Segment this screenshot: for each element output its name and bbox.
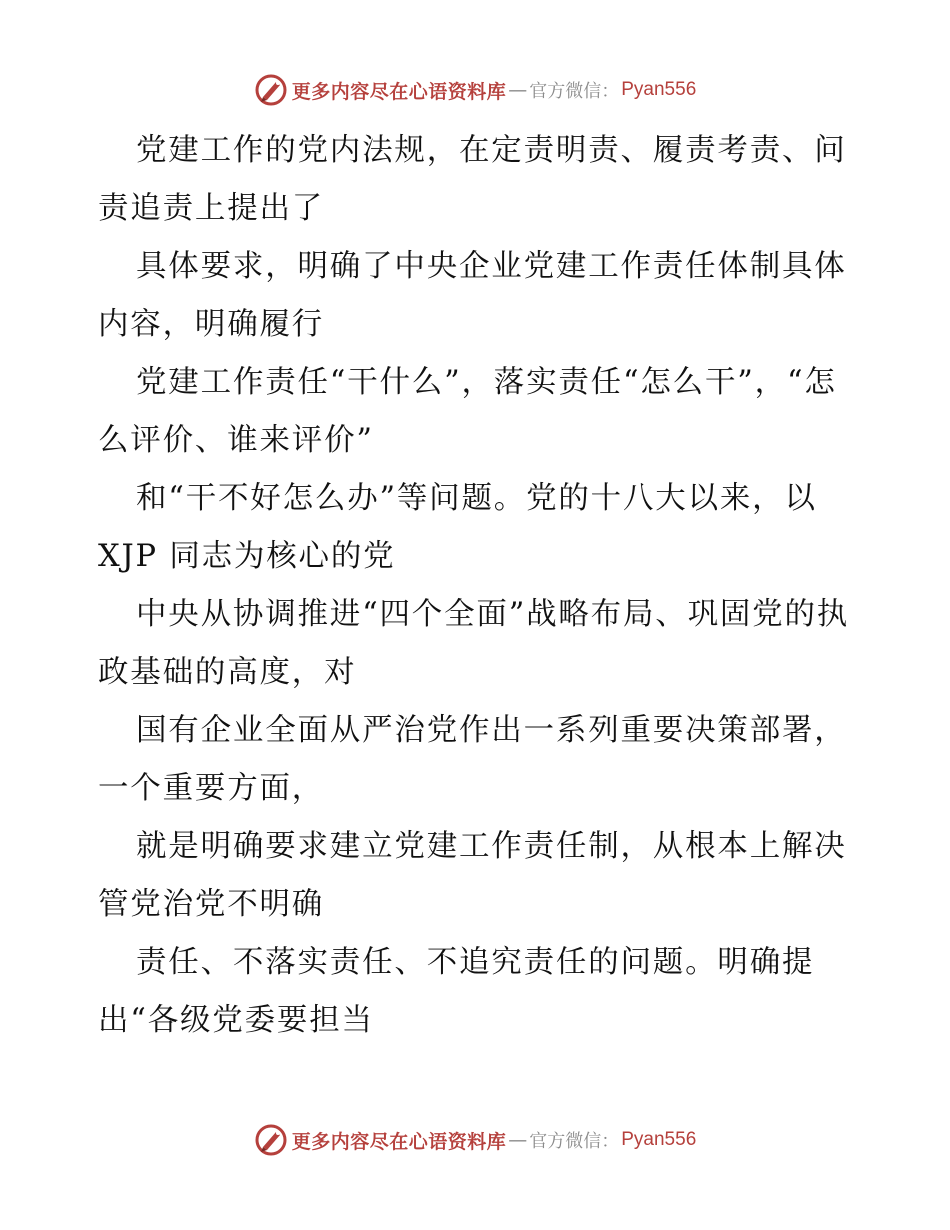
footer-wechat-label: 官方微信： — [529, 1131, 620, 1152]
header-brand: 更多内容尽在心语资料库 — [291, 80, 507, 103]
paragraph: 具体要求，明确了中央企业党建工作责任体制具体内容，明确履行 — [98, 249, 847, 342]
paragraph: 党建工作责任“干什么”，落实责任“怎么干”，“怎么评价、谁来评价” — [98, 365, 837, 458]
paragraph: 中央从协调推进“四个全面”战略布局、巩固党的执政基础的高度，对 — [98, 597, 850, 690]
footer-dash: — — [508, 1129, 528, 1151]
header-banner — [0, 70, 950, 110]
paragraph: 党建工作的党内法规，在定责明责、履责考责、问责追责上提出了 — [98, 133, 847, 226]
paragraph: 国有企业全面从严治党作出一系列重要决策部署，一个重要方面， — [98, 713, 847, 806]
footer-banner — [0, 1120, 950, 1160]
header-wechat-label: 官方微信： — [529, 81, 620, 102]
header-wechat-handle: Pyan556 — [621, 79, 697, 100]
header-dash: — — [508, 79, 528, 101]
pen-circle-logo-icon — [254, 73, 288, 107]
paragraph: 就是明确要求建立党建工作责任制，从根本上解决管党治党不明确 — [98, 829, 847, 922]
paragraph: 和“干不好怎么办”等问题。党的十八大以来，以 XJP 同志为核心的党 — [98, 481, 817, 574]
footer-brand: 更多内容尽在心语资料库 — [291, 1130, 507, 1153]
footer-wechat-handle: Pyan556 — [621, 1129, 697, 1150]
document-body — [98, 122, 858, 1050]
pen-circle-logo-icon — [254, 1123, 288, 1157]
paragraph: 责任、不落实责任、不追究责任的问题。明确提出“各级党委要担当 — [98, 945, 815, 1038]
